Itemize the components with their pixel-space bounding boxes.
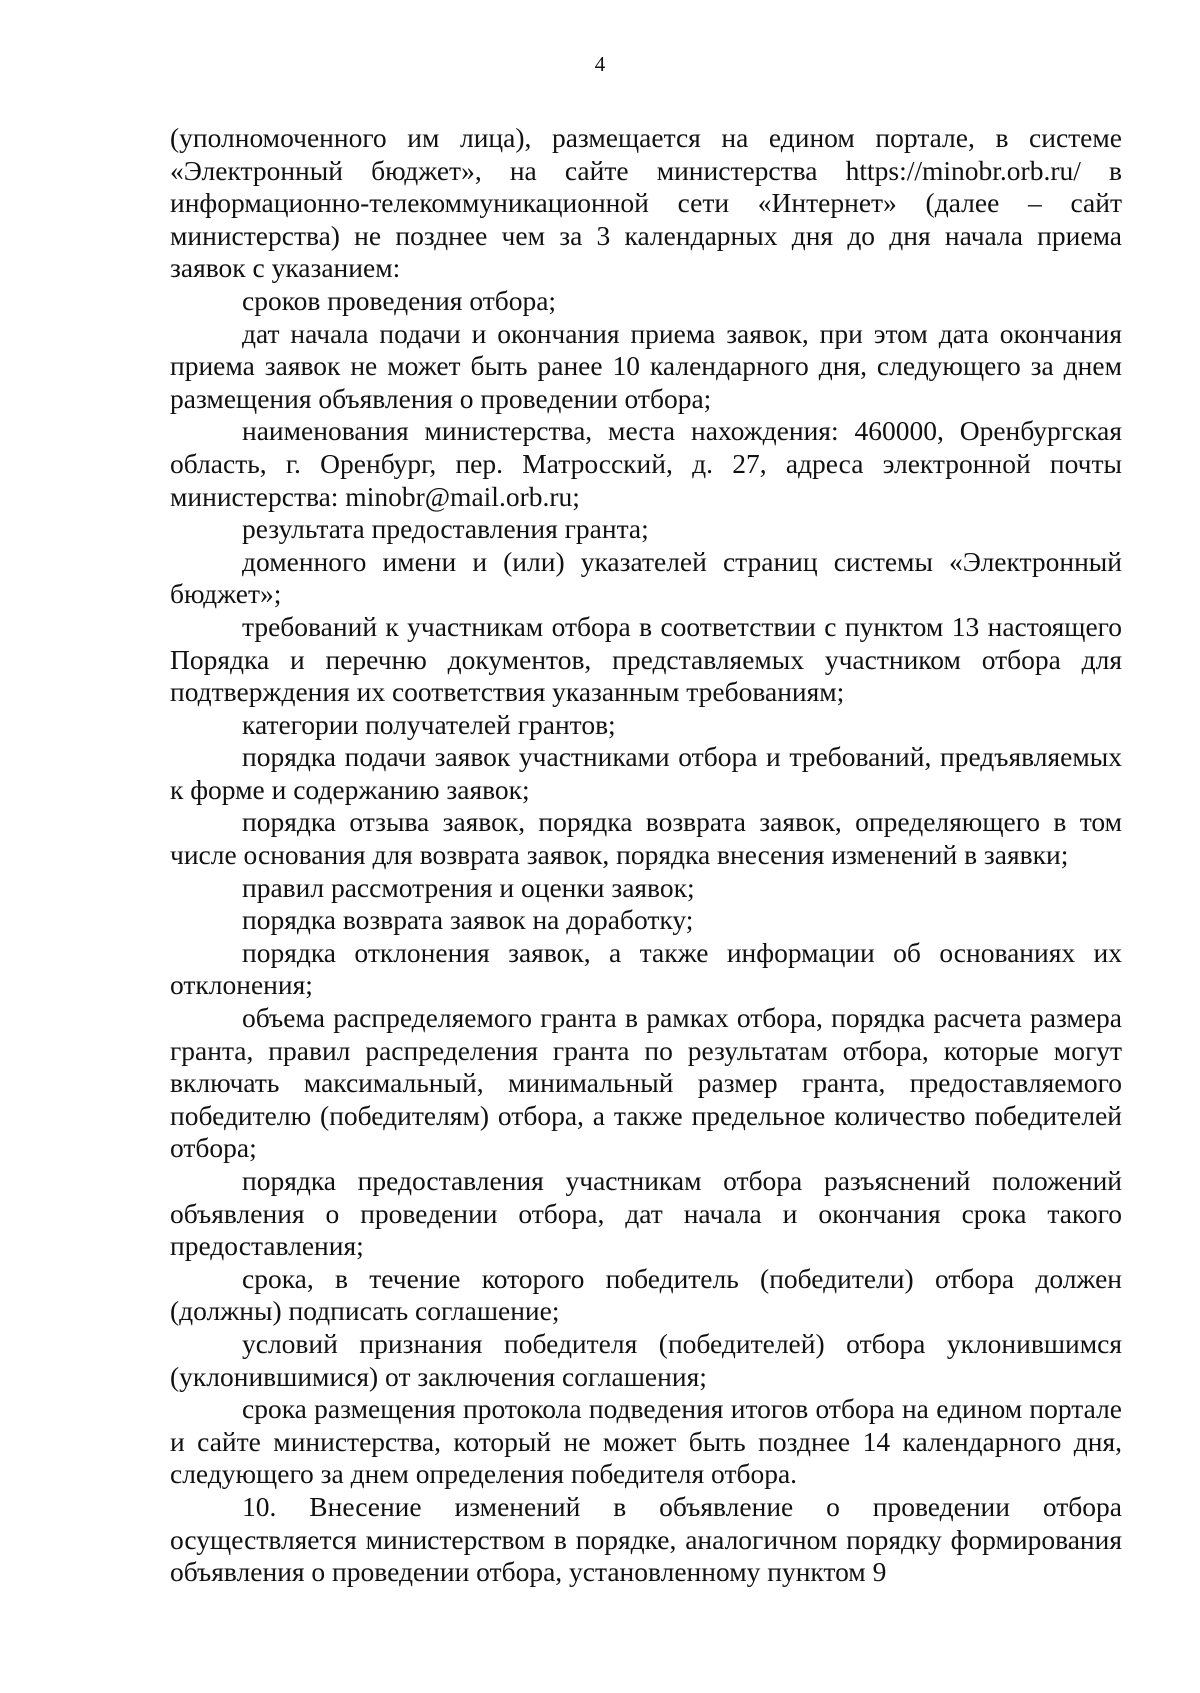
list-item-signing-term: срока, в течение которого победитель (победители) отбора должен (должны) подписать соглашение;	[170, 1262, 1122, 1327]
paragraph-continuation: (уполномоченного им лица), размещается на едином портале, в системе «Электронный бюджет», на сайте министерства https://minobr.orb.ru/ в информационно-телекоммуникационной сети «Интернет» (далее – сайт министерства) не позднее чем за 3 календарных дня до дня начала приема заявок с указанием:	[170, 122, 1122, 284]
document-body	[170, 122, 1122, 1589]
list-item-grant-volume: объема распределяемого гранта в рамках отбора, порядка расчета размера гранта, правил распределения гранта по результатам отбора, которые могут включать максимальный, минимальный размер гранта, предоставляемого победителю (победителям) отбора, а также предельное количество победителей отбора;	[170, 1002, 1122, 1164]
list-item-evaluation-rules: правил рассмотрения и оценки заявок;	[242, 871, 695, 903]
page-number: 4	[594, 52, 606, 76]
list-item-grant-result: результата предоставления гранта;	[242, 513, 649, 545]
list-item-participant-requirements: требований к участникам отбора в соответствии с пунктом 13 настоящего Порядка и перечню документов, представляемых участником отбора для подтверждения их соответствия указанным требованиям;	[170, 610, 1122, 708]
list-item-submission-procedure: порядка подачи заявок участниками отбора и требований, предъявляемых к форме и содержанию заявок;	[170, 741, 1122, 805]
list-item-domain-name: доменного имени и (или) указателей страниц системы «Электронный бюджет»;	[170, 545, 1122, 610]
list-item-rejection-procedure: порядка отклонения заявок, а также информации об основаниях их отклонения;	[170, 936, 1122, 1001]
list-item-selection-dates: сроков проведения отбора;	[242, 284, 557, 316]
list-item-evasion-conditions: условий признания победителя (победителей) отбора уклонившимся (уклонившимися) от заключения соглашения;	[170, 1327, 1122, 1392]
list-item-protocol-term: срока размещения протокола подведения итогов отбора на едином портале и сайте министерства, который не может быть позднее 14 календарного дня, следующего за днем определения победителя отбора.	[170, 1393, 1122, 1490]
list-item-ministry-address: наименования министерства, места нахождения: 460000, Оренбургская область, г. Оренбург, пер. Матросский, д. 27, адреса электронной почты министерства: minobr@mail.orb.ru;	[170, 415, 1122, 512]
list-item-rework-procedure: порядка возврата заявок на доработку;	[242, 904, 694, 936]
list-item-application-dates: дат начала подачи и окончания приема заявок, при этом дата окончания приема заявок не может быть ранее 10 календарного дня, следующего за днем размещения объявления о проведении отбора;	[170, 317, 1122, 414]
section-10-paragraph: 10. Внесение изменений в объявление о проведении отбора осуществляется министерством в порядке, аналогичном порядку формирования объявления о проведении отбора, установленному пунктом 9	[170, 1490, 1122, 1588]
list-item-withdrawal-procedure: порядка отзыва заявок, порядка возврата заявок, определяющего в том числе основания для возврата заявок, порядка внесения изменений в заявки;	[170, 806, 1122, 871]
list-item-recipient-categories: категории получателей грантов;	[242, 708, 616, 740]
list-item-clarifications: порядка предоставления участникам отбора разъяснений положений объявления о проведении отбора, дат начала и окончания срока такого предоставления;	[170, 1165, 1122, 1262]
